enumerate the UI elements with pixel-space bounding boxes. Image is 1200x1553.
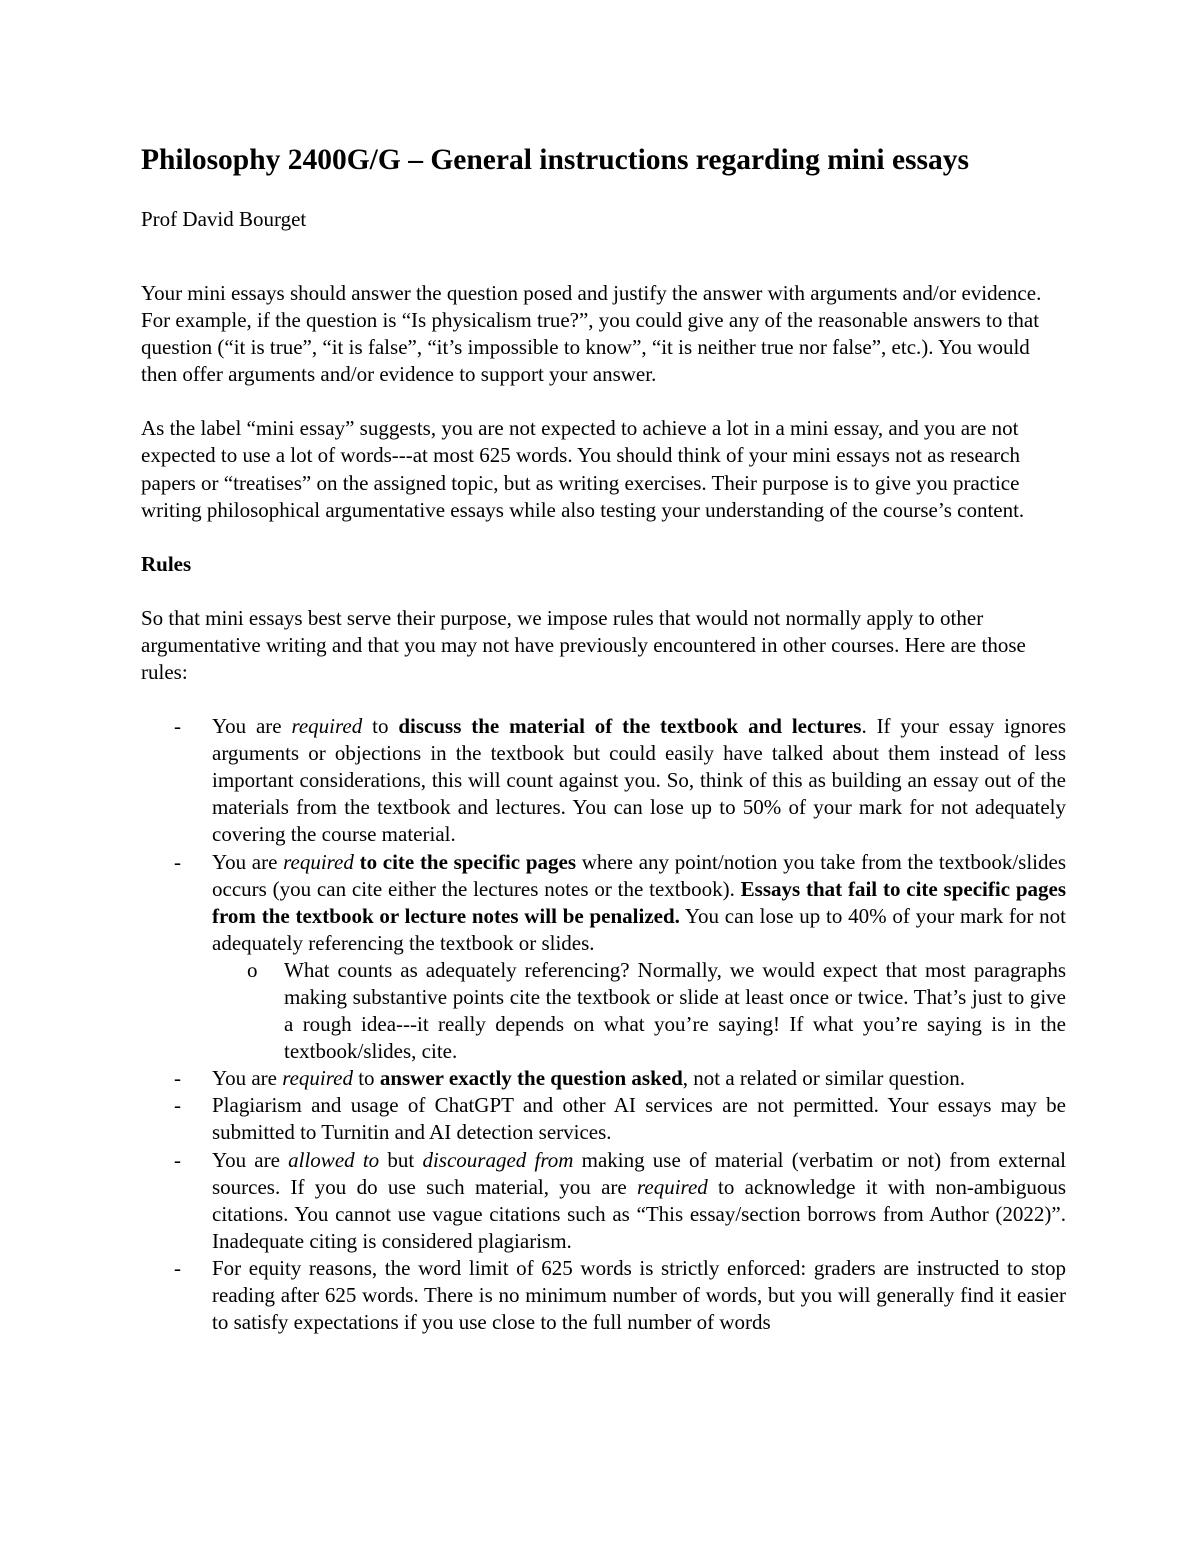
rule-text: You are [212, 1147, 289, 1172]
dash-bullet: - [174, 1093, 181, 1118]
rule-item [141, 849, 1066, 1066]
intro-paragraph: As the label “mini essay” suggests, you are not expected to achieve a lot in a mini essay, and you are not expected to use a lot of words---at most 625 words. You should think of your mini essays not as research papers or “treatises” on the assigned topic, but as writing exercises. Their purpose is to give you practice writing philosophical argumentative essays while also testing your understanding of the course’s content. [141, 416, 1025, 522]
rule-emphasis-bold: to cite the specific pages [359, 849, 576, 874]
sub-rule-list [212, 957, 1066, 1065]
rules-list [141, 713, 1066, 1336]
rules-heading: Rules [141, 551, 192, 576]
rule-item [141, 1255, 1066, 1336]
document-title: Philosophy 2400G/G – General instructions regarding mini essays [141, 144, 969, 176]
rule-text: where any point/notion you take from the textbook/slides occurs (you can cite either the lectures notes or the textbook). [212, 849, 1067, 901]
rule-emphasis-bold: answer exactly the question asked [379, 1066, 683, 1091]
rule-emphasis-bold: discuss the material of the textbook and lectures [398, 714, 862, 739]
dash-bullet: - [174, 1147, 181, 1172]
rule-text: , not a related or similar question. [682, 1066, 966, 1091]
rule-emphasis-italic: required [283, 849, 354, 874]
sub-rule-text: What counts as adequately referencing? Normally, we would expect that most paragraphs making substantive points cite the textbook or slide at least once or twice. That’s just to give a rough idea---it really depends on what you’re saying! If what you’re saying is in the textbook/slides, cite. [284, 957, 1066, 1064]
rule-emphasis-italic: discouraged from [422, 1147, 574, 1172]
dash-bullet: - [174, 1255, 181, 1280]
rule-text: You are [212, 849, 284, 874]
rule-text: You can lose up to 40% of your mark for not adequately referencing the textbook or slides. [212, 903, 1066, 955]
sub-rule-item [212, 957, 1066, 1065]
rule-text: but [379, 1147, 423, 1172]
rule-text: to acknowledge it with non-ambiguous citations. You cannot use vague citations such as “This essay/section borrows from Author (2022)”. Inadequate citing is considered plagiarism. [212, 1174, 1066, 1253]
rule-text: You are [212, 714, 292, 739]
rule-emphasis-bold: Essays that fail to cite specific pages from the textbook or lecture notes will be penalized. [212, 876, 1066, 928]
dash-bullet: - [174, 1066, 181, 1091]
document-page [141, 140, 1066, 1336]
rule-item [141, 1092, 1066, 1146]
intro-paragraph: Your mini essays should answer the question posed and justify the answer with arguments and/or evidence. For example, if the question is “Is physicalism true?”, you could give any of the reasonable answers to that question (“it is true”, “it is false”, “it’s impossible to know”, “it is neither true nor false”, etc.). You would then offer arguments and/or evidence to support your answer. [141, 281, 1042, 387]
rule-text: Plagiarism and usage of ChatGPT and other AI services are not permitted. Your essays may be submitted to Turnitin and AI detection services. [212, 1093, 1066, 1145]
rule-emphasis-italic: allowed to [288, 1147, 380, 1172]
author-line: Prof David Bourget [141, 207, 307, 231]
rule-emphasis-italic: required [291, 714, 363, 739]
rule-item [141, 713, 1066, 848]
rule-text: . If your essay ignores arguments or objections in the textbook but could easily have talked about them instead of less important considerations, this will count against you. So, think of this as building an essay out of the materials from the textbook and lectures. You can lose up to 50% of your mark for not adequately covering the course material. [212, 714, 1066, 847]
dash-bullet: - [174, 849, 181, 874]
rule-emphasis-italic: required [282, 1066, 353, 1091]
circle-bullet: o [247, 957, 258, 982]
rule-text: to [362, 714, 399, 739]
rule-emphasis-italic: required [637, 1174, 708, 1199]
dash-bullet: - [174, 714, 181, 739]
rule-item [141, 1147, 1066, 1255]
rule-text: to [352, 1066, 380, 1091]
rule-text: making use of material (verbatim or not) from external sources. If you do use such material, you are [212, 1147, 1066, 1199]
rules-intro-paragraph: So that mini essays best serve their purpose, we impose rules that would not normally apply to other argumentative writing and that you may not have previously encountered in other courses. Here are those rules: [141, 605, 1026, 684]
rule-text: You are [212, 1066, 283, 1091]
rule-item [141, 1065, 1066, 1092]
rule-text: For equity reasons, the word limit of 625 words is strictly enforced: graders are instructed to stop reading after 625 words. There is no minimum number of words, but you will generally find it easier to satisfy expectations if you use close to the full number of words [212, 1255, 1066, 1335]
